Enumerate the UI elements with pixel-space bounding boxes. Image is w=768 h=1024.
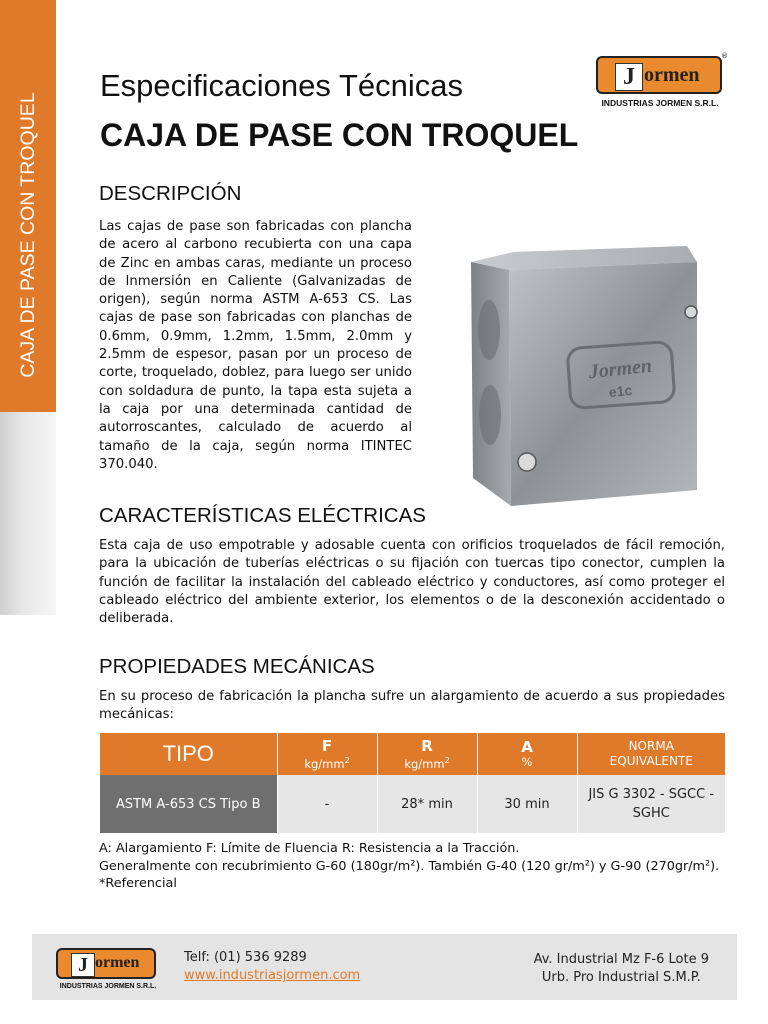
table-header-row xyxy=(100,733,725,775)
footer-address-line1: Av. Industrial Mz F-6 Lote 9 xyxy=(533,952,709,967)
footer-address xyxy=(534,951,709,987)
footer-logo-letter: J xyxy=(71,953,95,977)
product-title: CAJA DE PASE CON TROQUEL xyxy=(100,117,579,153)
cell-f: - xyxy=(277,775,377,833)
header-a: A % xyxy=(477,733,577,775)
footer-logo-company: INDUSTRIAS JORMEN S.R.L. xyxy=(59,983,157,990)
footer-logo-badge xyxy=(56,948,156,979)
mechanical-properties-table xyxy=(100,733,725,833)
header-tipo: TIPO xyxy=(100,733,277,775)
section-heading-descripcion: DESCRIPCIÓN xyxy=(99,182,242,205)
footer xyxy=(32,934,737,1000)
descripcion-text: Las cajas de pase son fabricadas con plancha de acero al carbono recubierta con una capa de Zinc en ambas caras, mediante un proceso de Inmersión en Caliente (Galvanizadas de origen), según norma ASTM A-653 CS. Las cajas de pase son fabricadas con planchas de 0.6mm, 0.9mm, 1.2mm, 1.5mm, 2.0mm y 2.5mm de espesor, pasan por un proceso de corte, troquelado, doblez, para luego ser unido con soldadura de punto, la tapa esta sujeta a la caja por una determinada cantidad de autorroscantes, calculado de acuerdo al tamaño de la caja, según norma ITINTEC 370.040. xyxy=(99,219,412,472)
header-f: F $kg/mm^2$ xyxy=(277,733,377,775)
electricas-text: Esta caja de uso empotrable y adosable cuenta con orificios troquelados de fácil remoción, para la ubicación de tuberías eléctricas o su fijación con tuercas tipo conector, cumplen la función de facilitar la instalación del cableado eléctrico y conductores, así como proteger el cableado eléctrico del ambiente exterior, los elementos o de la desconexión accidentado o deliberada. xyxy=(99,538,725,627)
screw-lower xyxy=(518,453,536,471)
logo-word: ormen xyxy=(644,64,700,86)
header-norma: NORMA EQUIVALENTE xyxy=(577,733,725,775)
sidebar-label: CAJA DE PASE CON TROQUEL xyxy=(17,92,39,378)
embossed-brand: Jormen xyxy=(587,354,654,384)
embossed-code: e1c xyxy=(608,381,633,401)
footer-website-link[interactable]: www.industriasjormen.com xyxy=(184,968,361,983)
footer-logo xyxy=(56,948,160,996)
knockout-lower xyxy=(479,385,501,445)
page-title: Especificaciones Técnicas xyxy=(100,68,463,103)
logo-badge xyxy=(596,56,722,94)
header-r: R $kg/mm^2$ xyxy=(377,733,477,775)
cell-a: 30 min xyxy=(477,775,577,833)
knockout-upper xyxy=(478,300,500,360)
footer-logo-word: ormen xyxy=(95,954,140,971)
table-notes xyxy=(99,840,719,893)
mecanicas-text: En su proceso de fabricación la plancha sufre un alargamiento de acuerdo a sus propiedades mecánicas: xyxy=(99,689,725,723)
note-referencial: *Referencial xyxy=(99,876,177,891)
section-heading-electricas: CARACTERÍSTICAS ELÉCTRICAS xyxy=(99,504,426,527)
cell-tipo: ASTM A-653 CS Tipo B xyxy=(100,775,277,833)
section-heading-mecanicas: PROPIEDADES MECÁNICAS xyxy=(99,655,375,678)
jormen-logo xyxy=(596,52,728,112)
note-legend: A: Alargamiento F: Límite de Fluencia R: Resistencia a la Tracción. xyxy=(99,841,520,856)
table-row xyxy=(100,775,725,833)
product-photo xyxy=(465,240,727,510)
logo-company-name: INDUSTRIAS JORMEN S.R.L. xyxy=(601,98,719,108)
junction-box-image xyxy=(465,240,727,510)
cell-r: 28* min xyxy=(377,775,477,833)
registered-mark: ® xyxy=(721,52,728,60)
logo-letter: J xyxy=(615,63,643,91)
box-lid xyxy=(509,262,697,506)
footer-phone: Telf: (01) 536 9289 xyxy=(184,950,307,965)
box-side xyxy=(471,262,511,506)
footer-address-line2: Urb. Pro Industrial S.M.P. xyxy=(541,970,701,985)
note-coating: Generalmente con recubrimiento G-60 (180gr/m²). También G-40 (120 gr/m²) y G-90 (270gr/m²). xyxy=(99,858,720,874)
cell-norma: JIS G 3302 - SGCC - SGHC xyxy=(577,775,725,833)
screw-upper xyxy=(685,306,697,318)
